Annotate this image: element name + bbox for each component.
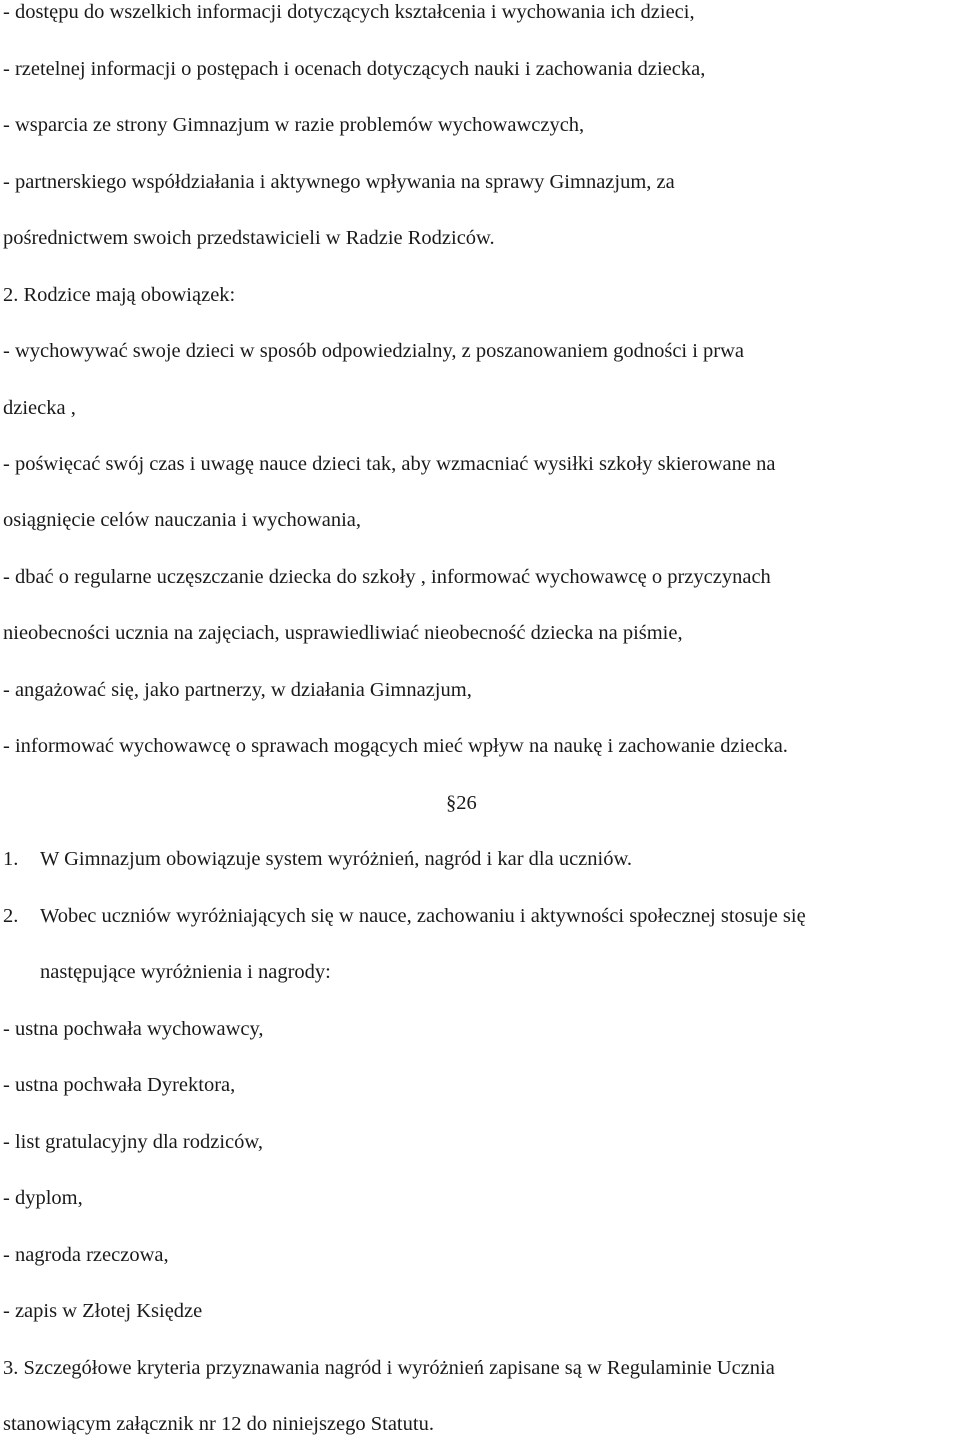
text-line: osiągnięcie celów nauczania i wychowania, <box>3 509 362 531</box>
paragraph-number: 2. <box>3 905 19 927</box>
paragraph-2-continuation: następujące wyróżnienia i nagrody: <box>40 961 331 983</box>
award-item: - nagroda rzeczowa, <box>3 1244 169 1266</box>
text-line: dziecka , <box>3 397 76 419</box>
paragraph-number: 1. <box>3 848 19 870</box>
paragraph-2 <box>3 904 806 928</box>
award-item: - list gratulacyjny dla rodziców, <box>3 1131 263 1153</box>
paragraph-3-continuation: stanowiącym załącznik nr 12 do niniejszego Statutu. <box>3 1413 434 1435</box>
text-line: - wsparcia ze strony Gimnazjum w razie problemów wychowawczych, <box>3 114 585 136</box>
text-line: nieobecności ucznia na zajęciach, usprawiedliwiać nieobecność dziecka na piśmie, <box>3 622 683 644</box>
section-heading: §26 <box>446 792 477 814</box>
text-line: - poświęcać swój czas i uwagę nauce dzieci tak, aby wzmacniać wysiłki szkoły skierowane na <box>3 453 776 475</box>
text-line: - rzetelnej informacji o postępach i ocenach dotyczących nauki i zachowania dziecka, <box>3 58 706 80</box>
paragraph-text: W Gimnazjum obowiązuje system wyróżnień, nagród i kar dla uczniów. <box>40 848 633 870</box>
award-item: - ustna pochwała wychowawcy, <box>3 1018 264 1040</box>
text-line: pośrednictwem swoich przedstawicieli w Radzie Rodziców. <box>3 227 495 249</box>
text-line: - dostępu do wszelkich informacji dotyczących kształcenia i wychowania ich dzieci, <box>3 1 695 23</box>
paragraph-1 <box>3 847 632 871</box>
text-line: - angażować się, jako partnerzy, w działania Gimnazjum, <box>3 679 472 701</box>
award-item: - dyplom, <box>3 1187 83 1209</box>
paragraph-3: 3. Szczegółowe kryteria przyznawania nagród i wyróżnień zapisane są w Regulaminie Ucznia <box>3 1357 775 1379</box>
text-line: - dbać o regularne uczęszczanie dziecka do szkoły , informować wychowawcę o przyczynach <box>3 566 771 588</box>
text-line: - partnerskiego współdziałania i aktywnego wpływania na sprawy Gimnazjum, za <box>3 171 675 193</box>
paragraph-text: Wobec uczniów wyróżniających się w nauce, zachowaniu i aktywności społecznej stosuje się <box>40 905 806 927</box>
text-line: - wychowywać swoje dzieci w sposób odpowiedzialny, z poszanowaniem godności i prwa <box>3 340 745 362</box>
text-line: 2. Rodzice mają obowiązek: <box>3 284 236 306</box>
award-item: - zapis w Złotej Księdze <box>3 1300 203 1322</box>
award-item: - ustna pochwała Dyrektora, <box>3 1074 236 1096</box>
text-line: - informować wychowawcę o sprawach mogących mieć wpływ na naukę i zachowanie dziecka. <box>3 735 788 757</box>
